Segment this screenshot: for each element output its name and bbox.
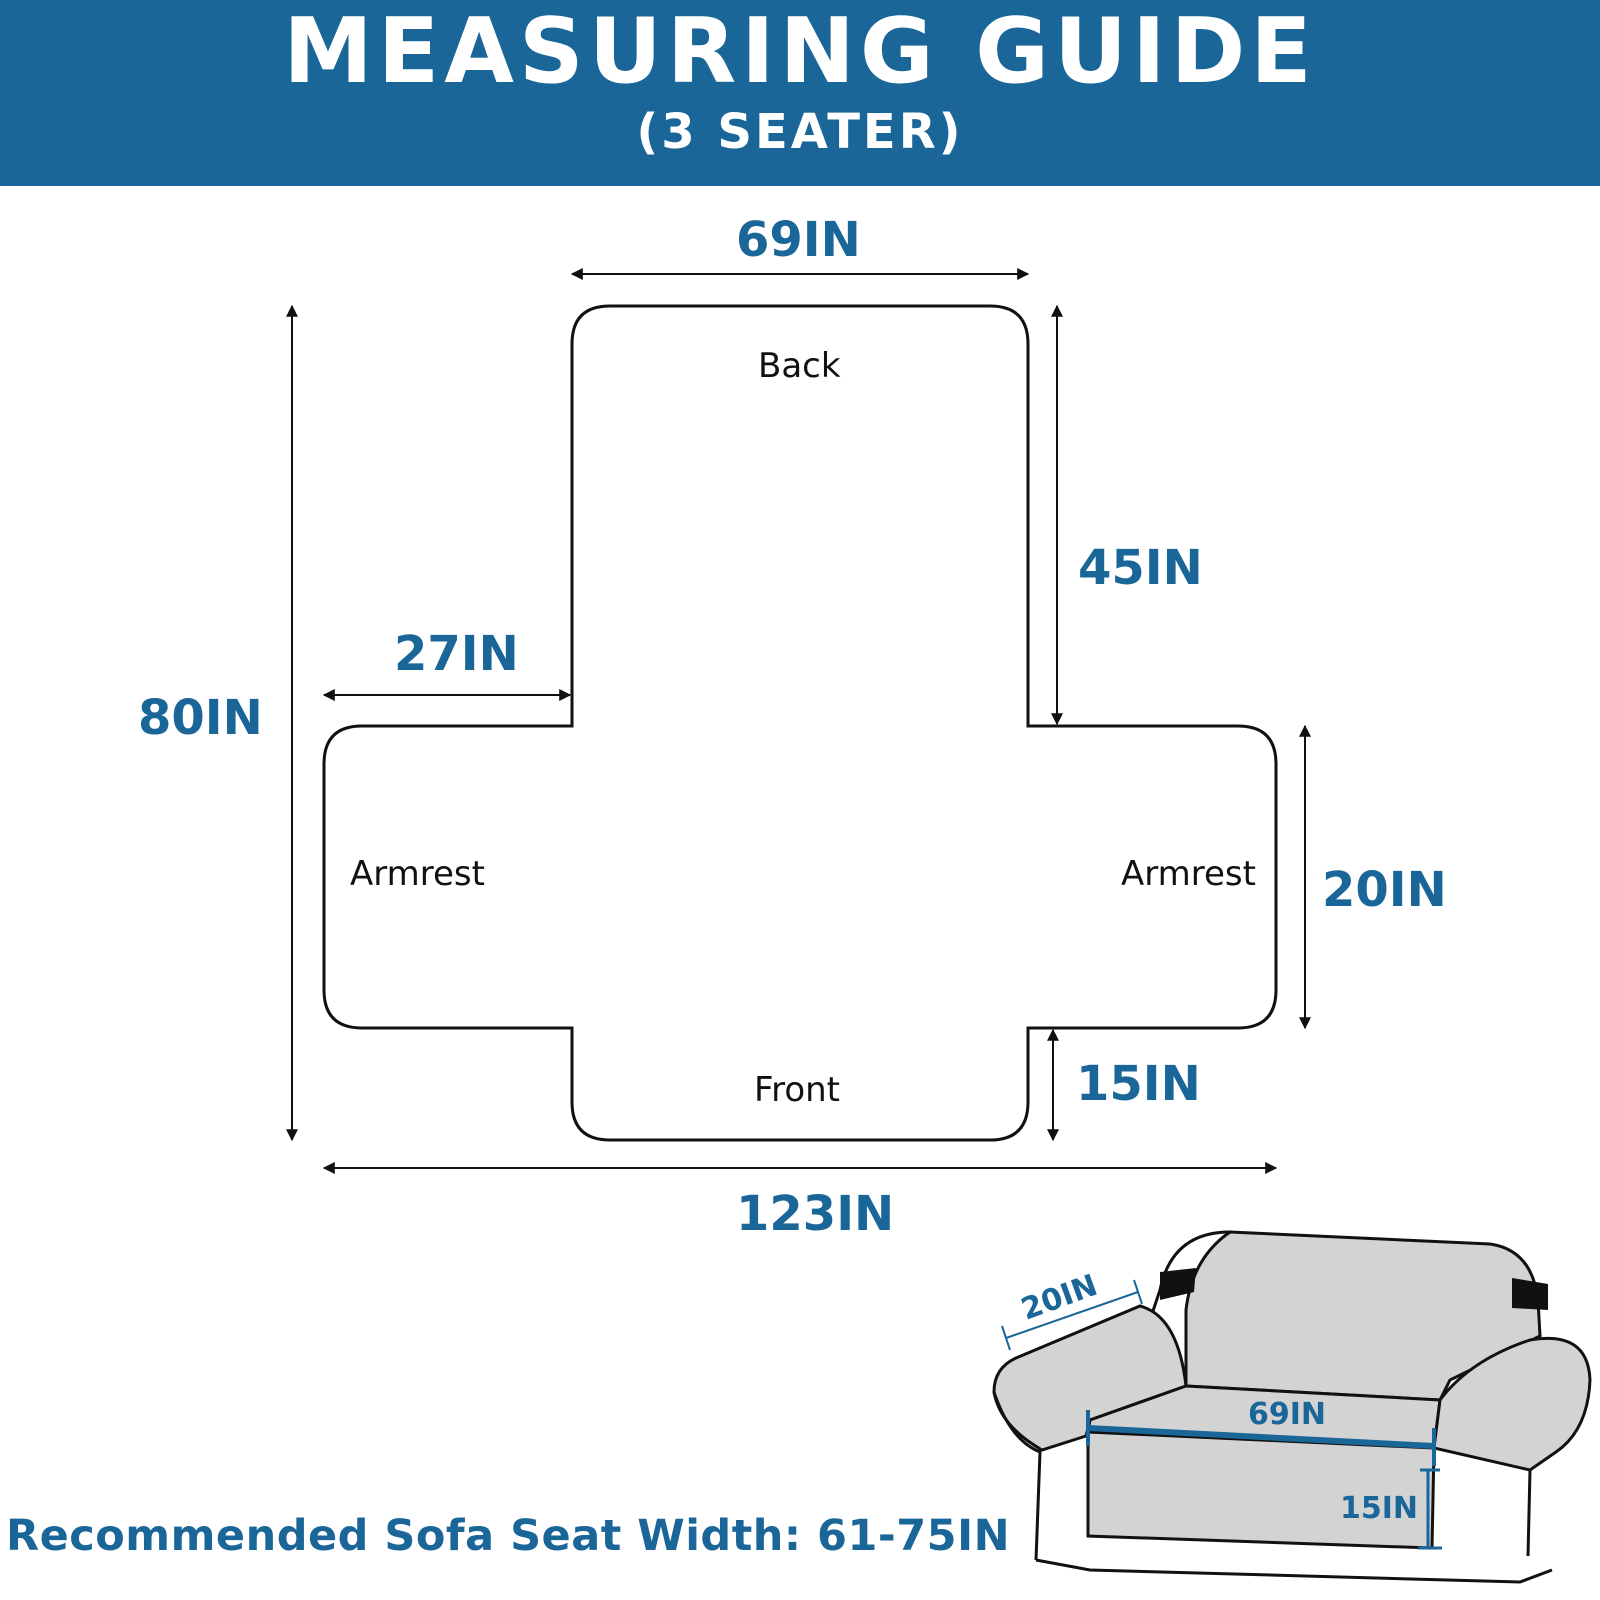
back-label: Back [758, 346, 841, 386]
sofa-illustration [994, 1232, 1590, 1582]
sofa-arm-right-body [1528, 1470, 1530, 1556]
sofa-base [1036, 1560, 1552, 1582]
back-height-label: 45IN [1078, 540, 1203, 596]
recommendation-text: Recommended Sofa Seat Width: 61-75IN [6, 1511, 1011, 1561]
page-subtitle: (3 SEATER) [636, 104, 964, 160]
armrest-width-label: 27IN [394, 626, 519, 682]
sofa-seat-label: 69IN [1248, 1397, 1327, 1432]
sofa-arm-label: 20IN [1016, 1267, 1103, 1328]
sofa-strap-right [1512, 1278, 1548, 1310]
total-width-label: 123IN [736, 1186, 895, 1242]
armrest-depth-label: 20IN [1322, 862, 1447, 918]
front-label: Front [754, 1070, 840, 1110]
total-length-label: 80IN [138, 690, 263, 746]
armrest-left-label: Armrest [350, 854, 485, 894]
armrest-right-label: Armrest [1121, 854, 1256, 894]
page-title: MEASURING GUIDE [283, 0, 1317, 104]
back-width-label: 69IN [736, 212, 861, 268]
sofa-front-label: 15IN [1340, 1491, 1419, 1526]
sofa-seat-front [1088, 1432, 1434, 1548]
front-flap-label: 15IN [1076, 1056, 1201, 1112]
cover-outline [324, 306, 1276, 1140]
